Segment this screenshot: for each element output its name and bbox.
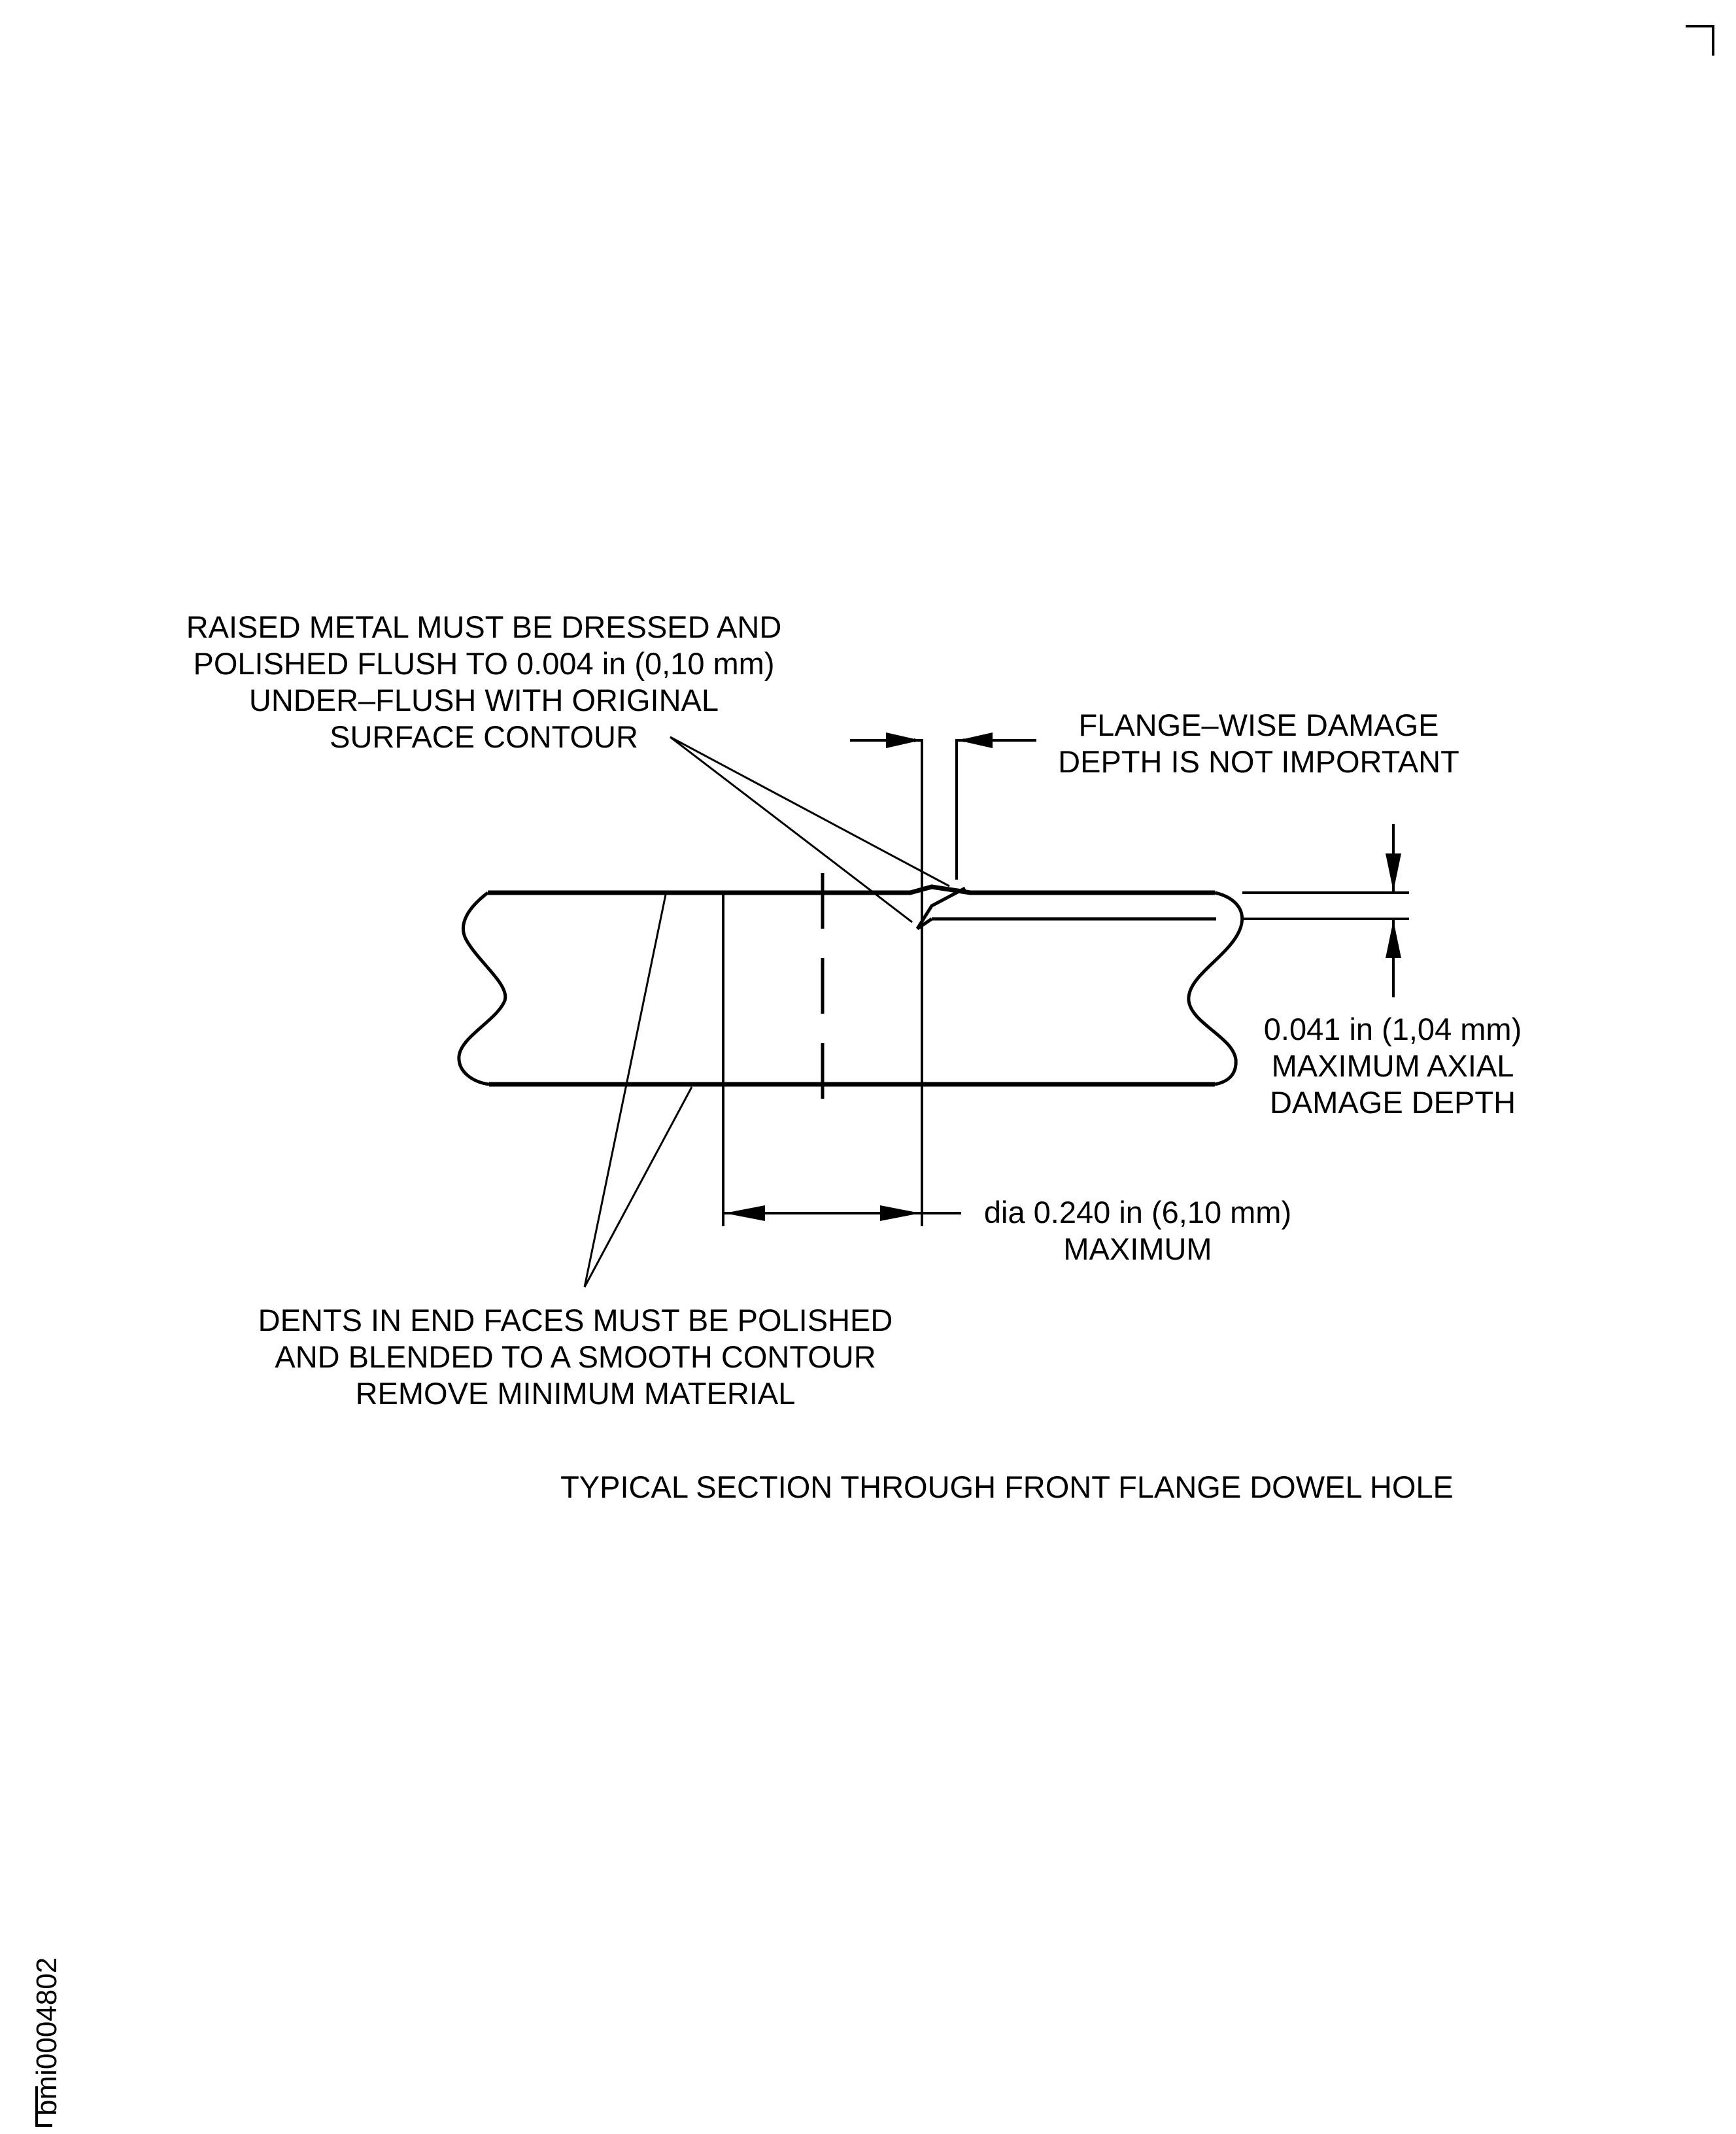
svg-text:FLANGE–WISE DAMAGE: FLANGE–WISE DAMAGE	[1078, 708, 1439, 742]
figure-reference: bmi0004802	[31, 1957, 63, 2116]
svg-text:RAISED METAL MUST BE DRESSED A: RAISED METAL MUST BE DRESSED AND	[186, 610, 782, 644]
svg-text:DAMAGE DEPTH: DAMAGE DEPTH	[1269, 1085, 1516, 1120]
raised-metal-note	[186, 610, 782, 754]
svg-text:0.041 in (1,04 mm): 0.041 in (1,04 mm)	[1263, 1012, 1522, 1046]
svg-text:dia 0.240 in (6,10 mm): dia 0.240 in (6,10 mm)	[983, 1195, 1292, 1230]
svg-text:MAXIMUM AXIAL: MAXIMUM AXIAL	[1271, 1048, 1514, 1083]
flange-wise-note	[1058, 708, 1459, 779]
right-break-line	[1189, 893, 1242, 1084]
svg-text:DENTS IN END FACES MUST BE POL: DENTS IN END FACES MUST BE POLISHED	[258, 1303, 893, 1337]
flange-wise-dimension	[850, 732, 1036, 748]
dents-leaders	[585, 895, 692, 1287]
svg-text:POLISHED FLUSH TO 0.004 in (0,: POLISHED FLUSH TO 0.004 in (0,10 mm)	[193, 646, 775, 681]
svg-text:SURFACE CONTOUR: SURFACE CONTOUR	[330, 719, 638, 754]
axial-depth-dimension	[1242, 824, 1409, 997]
axial-depth-note	[1264, 1012, 1522, 1120]
svg-text:REMOVE MINIMUM MATERIAL: REMOVE MINIMUM MATERIAL	[355, 1376, 796, 1411]
damage-chamfer	[917, 888, 965, 929]
dents-note	[258, 1303, 893, 1411]
figure-caption: TYPICAL SECTION THROUGH FRONT FLANGE DOWEL HOLE	[560, 1470, 1454, 1504]
svg-text:MAXIMUM: MAXIMUM	[1063, 1231, 1212, 1266]
corner-mark-top-right	[1686, 26, 1713, 56]
svg-text:DEPTH IS NOT IMPORTANT: DEPTH IS NOT IMPORTANT	[1058, 744, 1459, 779]
diameter-dimension	[724, 1205, 961, 1221]
flange-top-face	[488, 887, 1215, 893]
diameter-note	[984, 1195, 1291, 1266]
svg-text:UNDER–FLUSH WITH ORIGINAL: UNDER–FLUSH WITH ORIGINAL	[248, 683, 719, 717]
flange-section	[459, 739, 1242, 1226]
left-break-line	[459, 893, 505, 1084]
svg-text:AND BLENDED TO A SMOOTH CONTOU: AND BLENDED TO A SMOOTH CONTOUR	[275, 1339, 876, 1374]
